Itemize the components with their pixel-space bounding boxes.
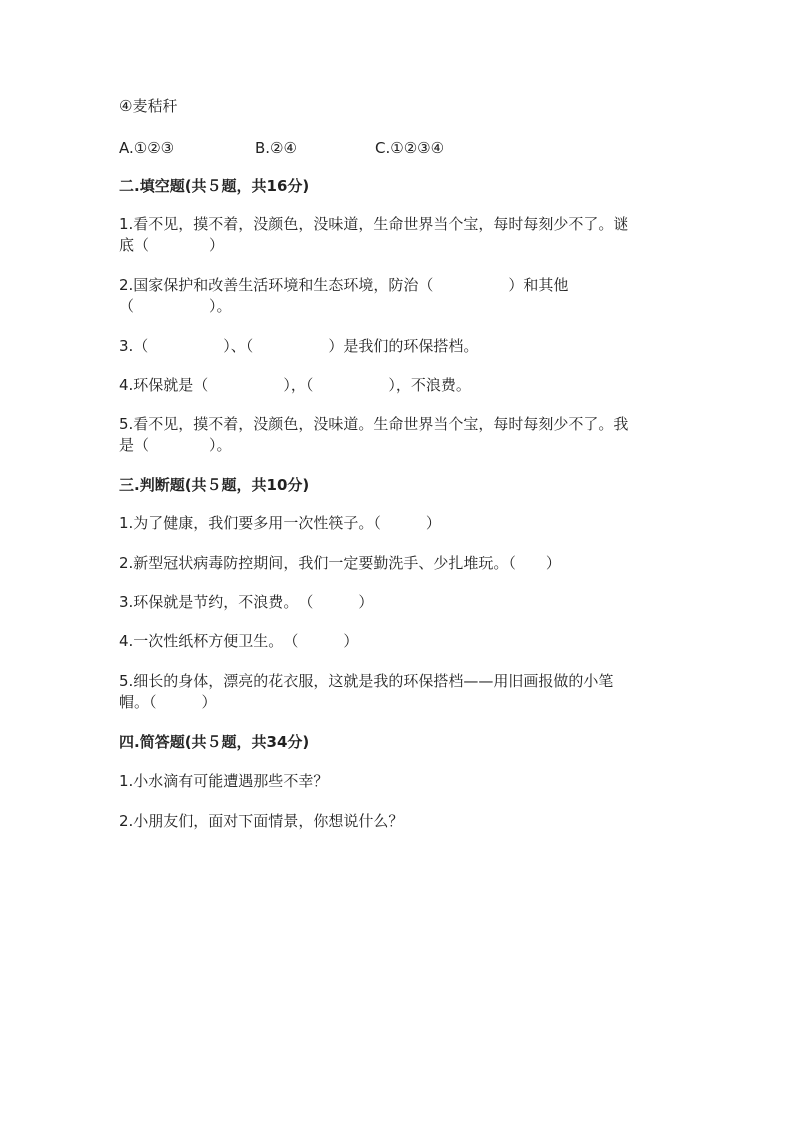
fill-question-5-line-2: 是（ ）。 bbox=[119, 436, 232, 454]
fill-question-4: 4.环保就是（ ），（ ），不浪费。 bbox=[119, 376, 471, 394]
judge-question-2: 2.新型冠状病毒防控期间，我们一定要勤洗手、少扎堆玩。（ ） bbox=[119, 554, 561, 572]
option-b: B.②④ bbox=[255, 139, 297, 157]
fill-question-2-line-1: 2.国家保护和改善生活环境和生态环境，防治（ ）和其他 bbox=[119, 276, 569, 294]
judge-question-4: 4.一次性纸杯方便卫生。 （ ） bbox=[119, 632, 359, 650]
fill-question-3: 3.（ ）、（ ）是我们的环保搭档。 bbox=[119, 337, 479, 355]
section-2-title: 二.填空题(共５题，共16分) bbox=[119, 177, 310, 195]
judge-question-5-line-1: 5.细长的身体，漂亮的花衣服，这就是我的环保搭档——用旧画报做的小笔 bbox=[119, 672, 614, 690]
section-4-title: 四.简答题(共５题，共34分) bbox=[119, 733, 310, 751]
fill-question-2-line-2: （ ）。 bbox=[119, 297, 232, 315]
section-3-title: 三.判断题(共５题，共10分) bbox=[119, 476, 310, 494]
judge-question-1: 1.为了健康，我们要多用一次性筷子。（ ） bbox=[119, 514, 441, 532]
fill-question-1-line-2: 底（ ） bbox=[119, 236, 225, 254]
option-c: C.①②③④ bbox=[375, 139, 445, 157]
option-a: A.①②③ bbox=[119, 139, 175, 157]
judge-question-5-line-2: 帽。（ ） bbox=[119, 693, 217, 711]
prev-question-item-4: ④麦秸秆 bbox=[119, 97, 178, 115]
judge-question-3: 3.环保就是节约，不浪费。 （ ） bbox=[119, 593, 374, 611]
short-answer-question-2: 2.小朋友们，面对下面情景，你想说什么？ bbox=[119, 812, 404, 830]
fill-question-5-line-1: 5.看不见，摸不着，没颜色，没味道。生命世界当个宝，每时每刻少不了。我 bbox=[119, 415, 629, 433]
fill-question-1-line-1: 1.看不见，摸不着，没颜色，没味道，生命世界当个宝，每时每刻少不了。谜 bbox=[119, 215, 629, 233]
short-answer-question-1: 1.小水滴有可能遭遇那些不幸？ bbox=[119, 772, 329, 790]
